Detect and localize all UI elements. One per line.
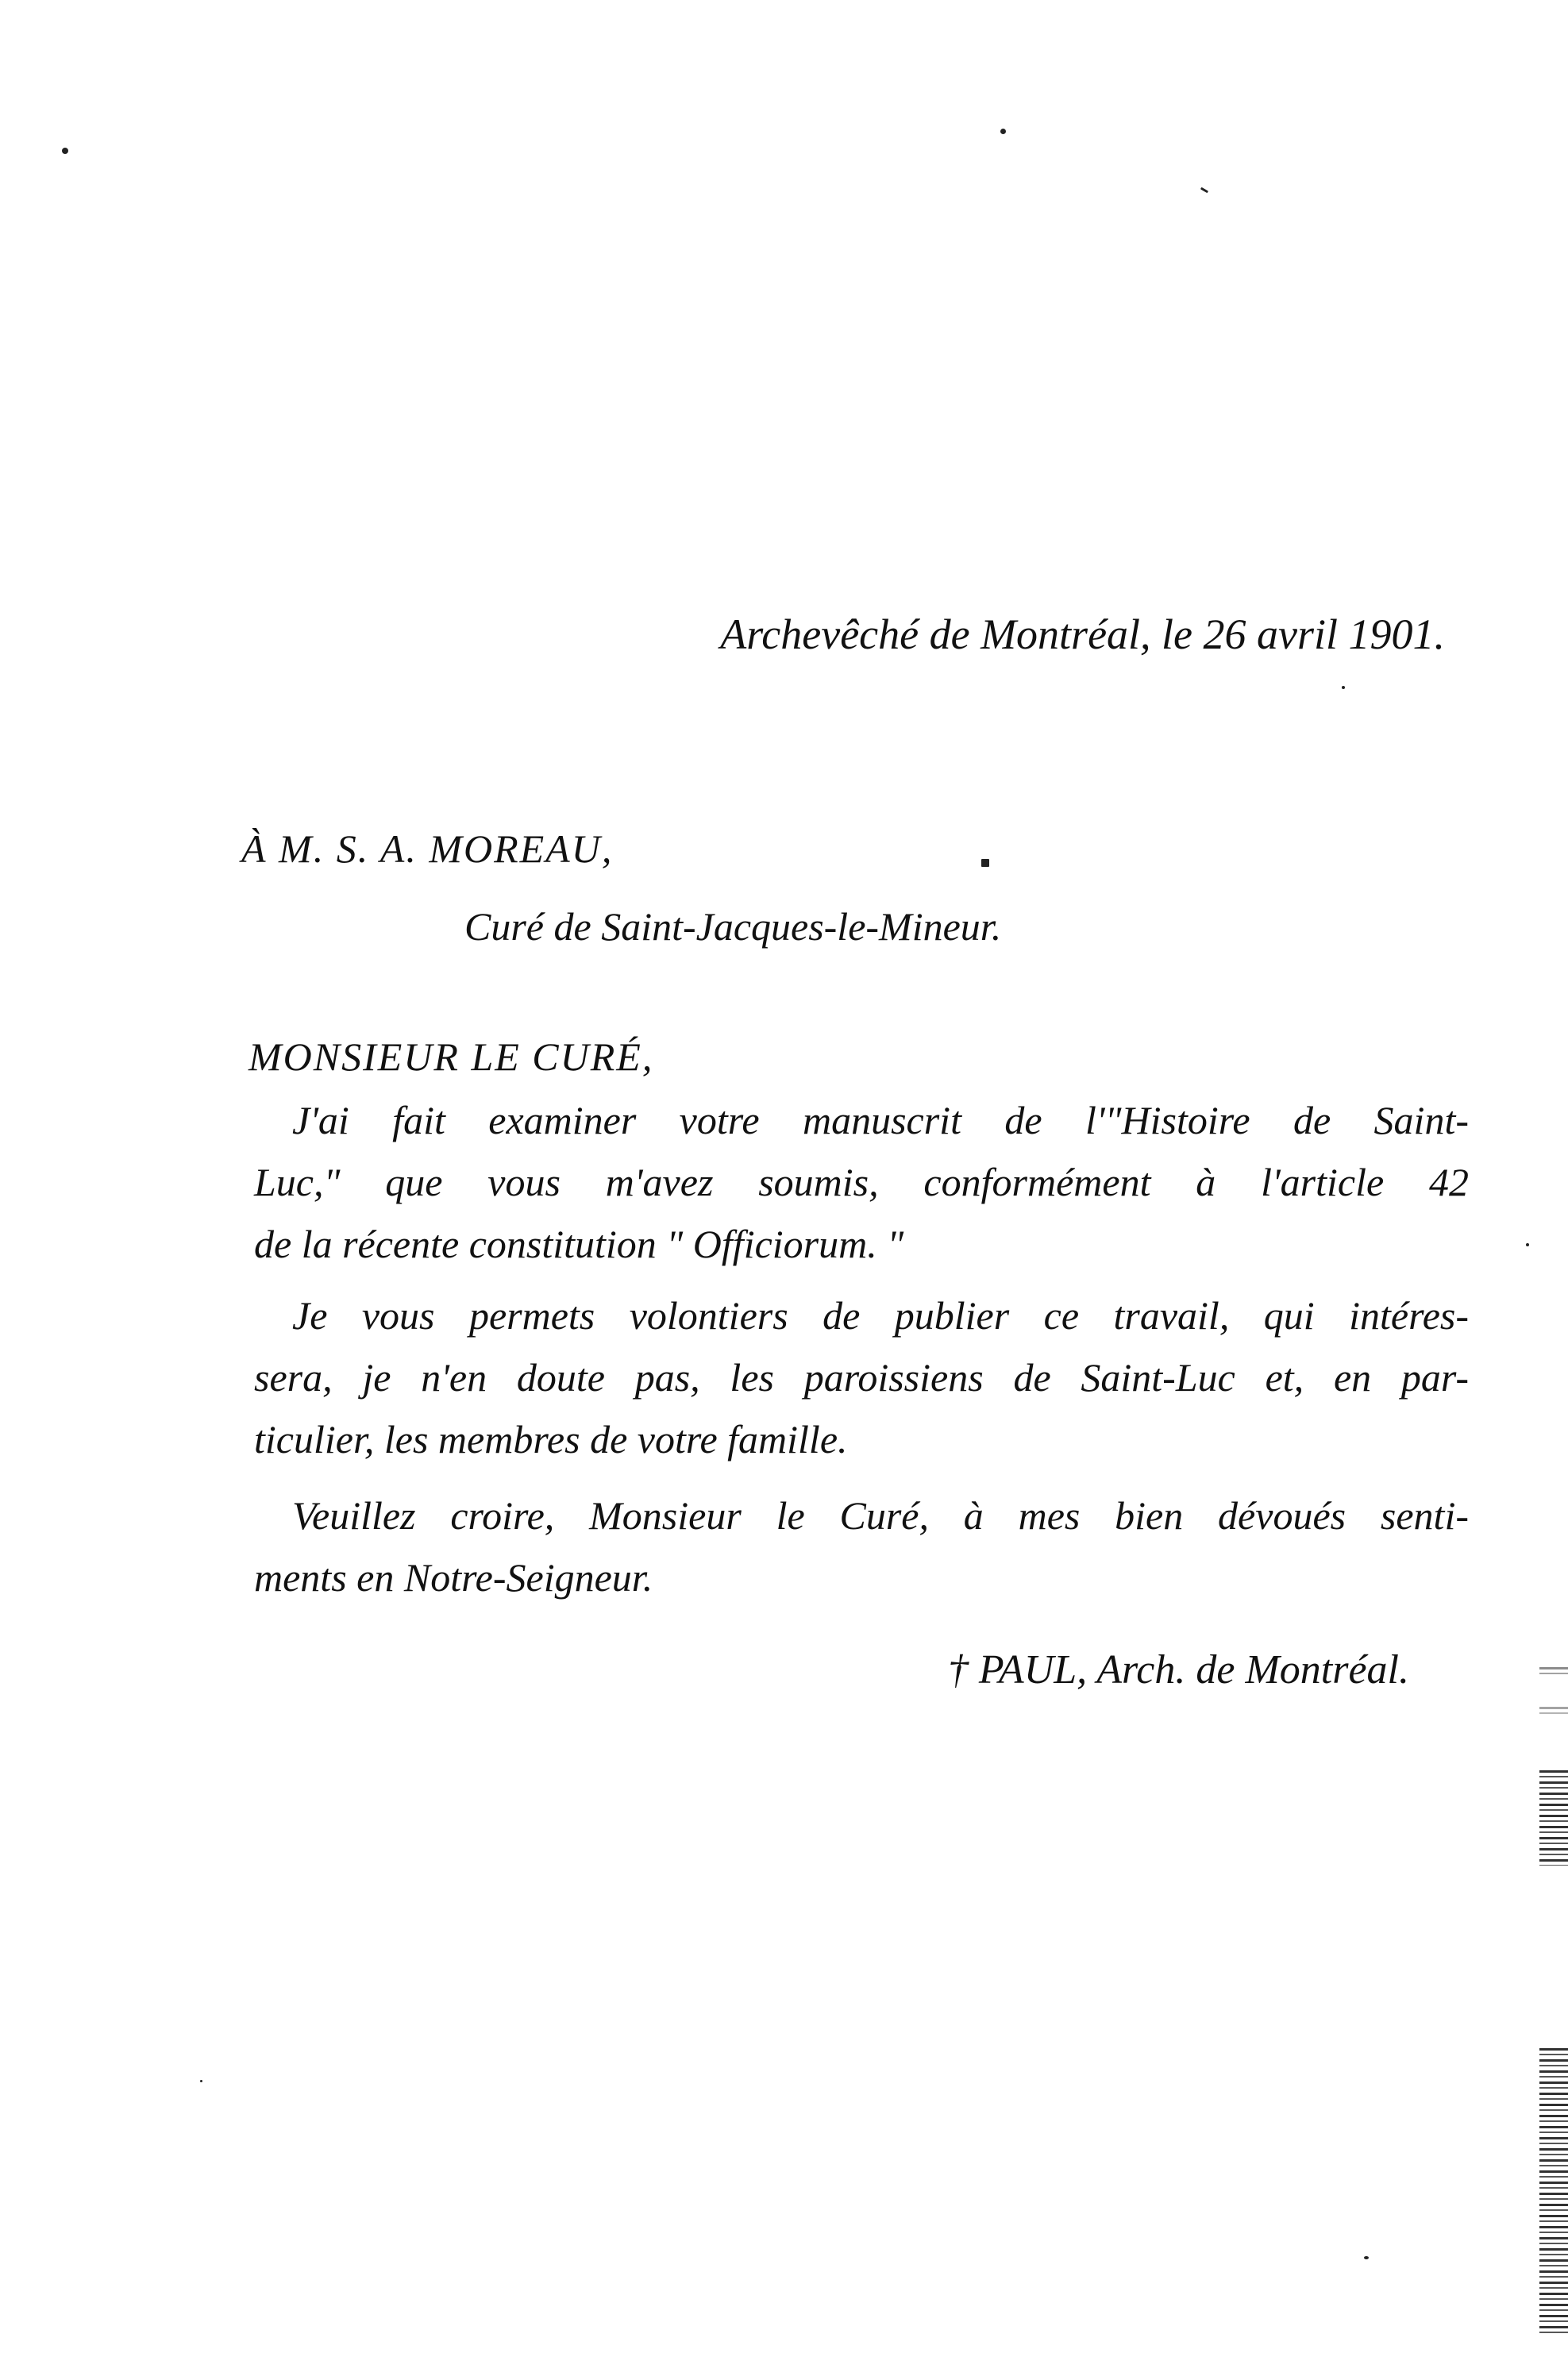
scan-speck (1526, 1243, 1529, 1246)
paragraph-line: sera, je n'en doute pas, les paroissiens de Saint-Luc et, en par- (254, 1355, 1469, 1400)
scan-speck (1000, 129, 1006, 134)
scan-speck (200, 2080, 202, 2082)
scan-speck (1364, 2256, 1369, 2259)
scan-speck (1342, 686, 1345, 689)
dateline: Archevêché de Montréal, le 26 avril 1901. (720, 610, 1445, 658)
paragraph-line: J'ai fait examiner votre manuscrit de l'"Histoire de Saint- (292, 1098, 1469, 1142)
paragraph-line: Luc," que vous m'avez soumis, conformément à l'article 42 (254, 1160, 1469, 1204)
scan-edge-noise (1539, 1770, 1568, 1866)
addressee-title: Curé de Saint-Jacques-le-Mineur. (464, 904, 1002, 949)
paragraph-line: Veuillez croire, Monsieur le Curé, à mes bien dévoués senti- (292, 1493, 1469, 1538)
paragraph-2 (254, 1284, 1469, 1470)
scan-edge-noise (1539, 1667, 1568, 1675)
paragraph-line: de la récente constitution " Officiorum. " (254, 1222, 904, 1266)
addressee-name: À M. S. A. MOREAU, (241, 826, 614, 871)
paragraph-3 (254, 1485, 1469, 1608)
paragraph-1 (254, 1089, 1469, 1275)
paragraph-line: ments en Notre-Seigneur. (254, 1555, 653, 1600)
paragraph-line: ticulier, les membres de votre famille. (254, 1417, 848, 1461)
scan-speck (62, 148, 68, 154)
salutation: MONSIEUR LE CURÉ, (248, 1034, 654, 1079)
signature: † PAUL, Arch. de Montréal. (947, 1647, 1409, 1693)
scan-edge-noise (1539, 2048, 1568, 2334)
scan-edge-noise (1539, 1707, 1568, 1718)
scan-speck (981, 859, 989, 867)
scan-speck (1200, 187, 1208, 194)
paragraph-line: Je vous permets volontiers de publier ce travail, qui intéres- (292, 1293, 1469, 1338)
